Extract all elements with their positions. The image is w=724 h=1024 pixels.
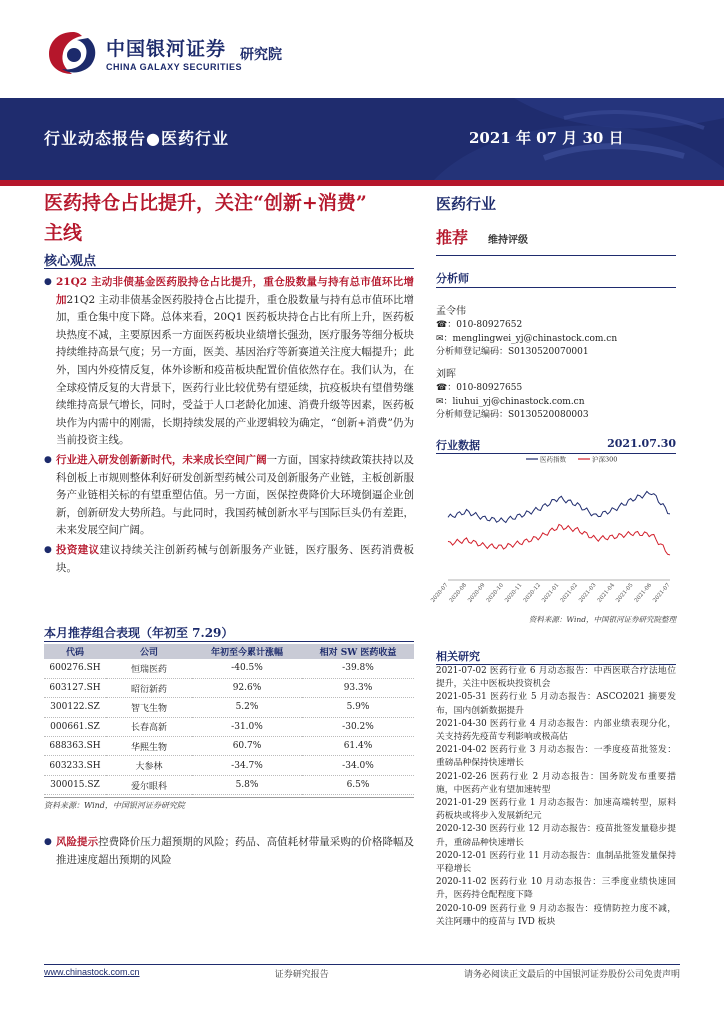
report-type: 行业动态报告●医药行业 [44, 129, 229, 148]
divider [44, 641, 414, 642]
x-tick-label: 2021-07 [652, 582, 672, 604]
bullet-highlight: 21Q2 主动非债基金医药股持仓占比提升，重仓股数量与持有总市值环比增加 [56, 276, 414, 306]
x-tick-label: 2020-08 [448, 582, 469, 604]
title-line-1: 医药持仓占比提升，关注“创新+消费” [44, 192, 367, 214]
bullet-text: 21Q2 主动非债基金医药股持仓占比提升，重仓股数量与持有总市值环比增加，重仓集中度下降。总体来看，20Q1 医药板块持仓占比有所上升，医药板块热度不减，主要原因系一方面医药板块业绩增长强劲，医疗服务等细分板块持续维持高景气度；另一方面，医美、基因治疗等新赛道关注度大幅提升；此外，国内外疫情反复，体外诊断和疫苗板块配置价值依然存在。我们认为，在全球疫情反复的大背景下，医药行业比较优势有望延续，抗疫板块有望借势继续维持高景气增长，同时，受益于人口老龄化加速、消费升级等因素，医药板块作为内需中的刚需，长期持续发展的产业逻辑较为确定，“创新+消费”仍为当前投资主线。 [56, 293, 415, 447]
market-date: 2021.07.30 [607, 437, 676, 450]
table-row [44, 659, 414, 678]
bullet-item [44, 542, 414, 577]
x-tick-label: 2020-11 [504, 582, 524, 604]
cell-code: 300015.SZ [44, 775, 106, 794]
bullet-text: 一方面，国家持续政策扶持以及科创板上市规则整体利好研发创新型药械公司及创新服务产业链，主板创新服务产业链相关标的有望重塑估值。另一方面，医保控费降价大环境倒逼企业创新，创新研发大势所趋。与此同时，我国药械创新水平与国际巨头仍有差距，未来发展空间广阔。 [56, 453, 415, 537]
cell-ytd: 5.8% [192, 775, 302, 794]
cell-company: 大参林 [106, 756, 192, 775]
cell-relative: 5.9% [302, 698, 414, 717]
report-title [44, 188, 404, 248]
cell-company: 智飞生物 [106, 698, 192, 717]
cell-ytd: -34.7% [192, 756, 302, 775]
cell-company: 华熙生物 [106, 737, 192, 756]
related-item[interactable]: 2021-04-30 医药行业 4 月动态报告：内部业绩表现分化，关支持药先疫苗专利影响或极高估 [436, 718, 676, 743]
related-item[interactable]: 2021-07-02 医药行业 6 月动态报告：中西医联合疗法地位提升，关注中医板块投资机会 [436, 666, 676, 690]
bullet-icon: ● [44, 837, 52, 847]
x-tick-label: 2021-03 [578, 582, 598, 604]
cell-relative: 93.3% [302, 678, 414, 697]
divider [436, 255, 676, 256]
bullet-item [44, 452, 414, 540]
cell-relative: -39.8% [302, 659, 414, 678]
bullet-item [44, 834, 414, 869]
related-item[interactable]: 2020-12-30 医药行业 12 月动态报告：疫苗批签发量稳步提升，重磅品种快速增长 [436, 824, 676, 848]
col-code: 代码 [44, 644, 106, 659]
analyst-name: 孟令伟 [436, 306, 466, 317]
series-line-0 [448, 491, 670, 522]
cell-ytd: 5.2% [192, 698, 302, 717]
divider [44, 797, 414, 798]
col-relative: 相对 SW 医药收益 [302, 644, 414, 659]
portfolio-table [44, 644, 414, 795]
related-item[interactable]: 2020-12-01 医药行业 11 月动态报告：血制品批签发量保持平稳增长 [436, 850, 676, 875]
legend-label: 沪深300 [592, 455, 618, 464]
x-tick-label: 2021-06 [633, 582, 654, 604]
bullet-highlight: 投资建议 [56, 543, 100, 556]
table-header-row [44, 644, 414, 659]
institute-label: 研究院 [240, 47, 282, 63]
table-source: 资料来源：Wind，中国银河证券研究院 [44, 801, 185, 810]
analyst-license: 分析师登记编码：S0130520080003 [436, 409, 589, 420]
market-heading [436, 437, 676, 453]
x-tick-label: 2020-07 [430, 582, 450, 604]
risk-highlight: 风险提示 [56, 836, 99, 848]
table-row [44, 737, 414, 756]
company-logo [44, 28, 242, 78]
chart-source: 资料来源：Wind，中国银河证券研究院整理 [528, 615, 676, 624]
cell-relative: 6.5% [302, 775, 414, 794]
cell-ytd: -40.5% [192, 659, 302, 678]
related-item[interactable]: 2020-10-09 医药行业 9 月动态报告：疫情防控力度不减，关注阿珊中的疫苗与 IVD 板块 [436, 903, 676, 927]
cell-ytd: 92.6% [192, 678, 302, 697]
related-item[interactable]: 2020-11-02 医药行业 10 月动态报告：三季度业绩快速回升，医药持仓配程度下降 [436, 877, 676, 901]
col-ytd: 年初至今累计涨幅 [192, 644, 302, 659]
risk-note [44, 834, 414, 869]
website-link[interactable]: www.chinastock.com.cn [44, 967, 140, 977]
report-banner [0, 98, 724, 180]
cell-relative: -34.0% [302, 756, 414, 775]
bullet-highlight: 行业进入研发创新新时代，未来成长空间广阔 [56, 453, 267, 466]
analyst-email[interactable]: ✉：menglingwei_yj@chinastock.com.cn [436, 333, 618, 344]
core-heading: 核心观点 [44, 254, 97, 269]
rating-block [436, 225, 528, 248]
related-item[interactable]: 2021-02-26 医药行业 2 月动态报告：国务院发布重要措施，中医药产业有望加速转型 [436, 771, 676, 795]
risk-text: 控费降价压力超预期的风险；药品、高值耗材带量采购的价格降幅及推进速度超出预期的风险 [56, 836, 415, 866]
analyst-phone: ☎：010-80927655 [436, 383, 523, 394]
cell-ytd: -31.0% [192, 717, 302, 736]
legend-label: 医药指数 [540, 455, 566, 464]
divider [44, 268, 414, 269]
cell-relative: -30.2% [302, 717, 414, 736]
market-title: 行业数据 [436, 439, 480, 452]
table-row [44, 678, 414, 697]
market-chart [430, 452, 676, 610]
footer-disclaimer: 请务必阅读正文最后的中国银河证券股份公司免责声明 [463, 970, 680, 980]
analyst-card [436, 305, 617, 359]
table-row [44, 717, 414, 736]
x-tick-label: 2020-10 [485, 582, 506, 604]
cell-code: 688363.SH [44, 737, 106, 756]
divider [436, 287, 676, 288]
cell-company: 昭衍新药 [106, 678, 192, 697]
title-line-2: 主线 [44, 222, 83, 244]
bullet-item [44, 274, 414, 450]
logo-cn-text: 中国银河证券 [106, 38, 227, 60]
divider [44, 964, 680, 965]
related-heading: 相关研究 [436, 650, 480, 663]
core-bullets [44, 272, 414, 577]
footer-center: 证券研究报告 [274, 970, 329, 980]
cell-code: 300122.SZ [44, 698, 106, 717]
x-tick-label: 2021-01 [541, 582, 561, 604]
related-list [436, 665, 676, 929]
table-row [44, 775, 414, 794]
logo-en-text: CHINA GALAXY SECURITIES [106, 62, 243, 72]
related-item[interactable]: 2021-05-31 医药行业 5 月动态报告：ASCO2021 摘要发布，国内创新数据提升 [436, 692, 676, 716]
rating-note: 维持评级 [488, 235, 529, 246]
bullet-icon: ● [44, 277, 52, 287]
cell-company: 长春高新 [106, 717, 192, 736]
related-item[interactable]: 2021-04-02 医药行业 3 月动态报告：一季度疫苗批签发：重磅品种保持快速增长 [436, 745, 676, 769]
report-date: 2021 年 07 月 30 日 [468, 129, 624, 147]
analyst-license: 分析师登记编码：S0130520070001 [436, 346, 589, 357]
analyst-name: 刘晖 [436, 369, 456, 380]
cell-relative: 61.4% [302, 737, 414, 756]
series-line-1 [448, 524, 670, 554]
recommendation: 推荐 [436, 228, 469, 247]
cell-code: 000661.SZ [44, 717, 106, 736]
cell-company: 爱尔眼科 [106, 775, 192, 794]
x-tick-label: 2021-02 [559, 582, 580, 604]
bullet-text: 建议持续关注创新药械与创新服务产业链，医疗服务、医药消费板块。 [56, 543, 414, 574]
cell-code: 600276.SH [44, 659, 106, 678]
table-title: 本月推荐组合表现（年初至 7.29） [44, 626, 234, 640]
banner-divider [0, 180, 724, 186]
analyst-heading: 分析师 [436, 272, 469, 285]
table-row [44, 756, 414, 775]
analyst-phone: ☎：010-80927652 [436, 320, 523, 331]
x-tick-label: 2020-12 [522, 582, 543, 604]
related-item[interactable]: 2021-01-29 医药行业 1 月动态报告：加速高端转型，原料药板块或将步入发展新纪元 [436, 798, 676, 822]
galaxy-logo-icon [44, 28, 102, 78]
bullet-icon: ● [44, 454, 52, 465]
sector-label: 医药行业 [436, 195, 497, 213]
cell-code: 603233.SH [44, 756, 106, 775]
page-footer [44, 967, 680, 980]
cell-code: 603127.SH [44, 678, 106, 697]
analyst-email[interactable]: ✉：liuhui_yj@chinastock.com.cn [436, 396, 585, 407]
x-tick-label: 2020-09 [467, 582, 487, 604]
col-company: 公司 [106, 644, 192, 659]
x-tick-label: 2021-04 [596, 582, 617, 604]
x-tick-label: 2021-05 [615, 582, 635, 604]
cell-company: 恒瑞医药 [106, 659, 192, 678]
bullet-icon: ● [44, 544, 52, 555]
table-row [44, 698, 414, 717]
analyst-card [436, 368, 589, 422]
cell-ytd: 60.7% [192, 737, 302, 756]
